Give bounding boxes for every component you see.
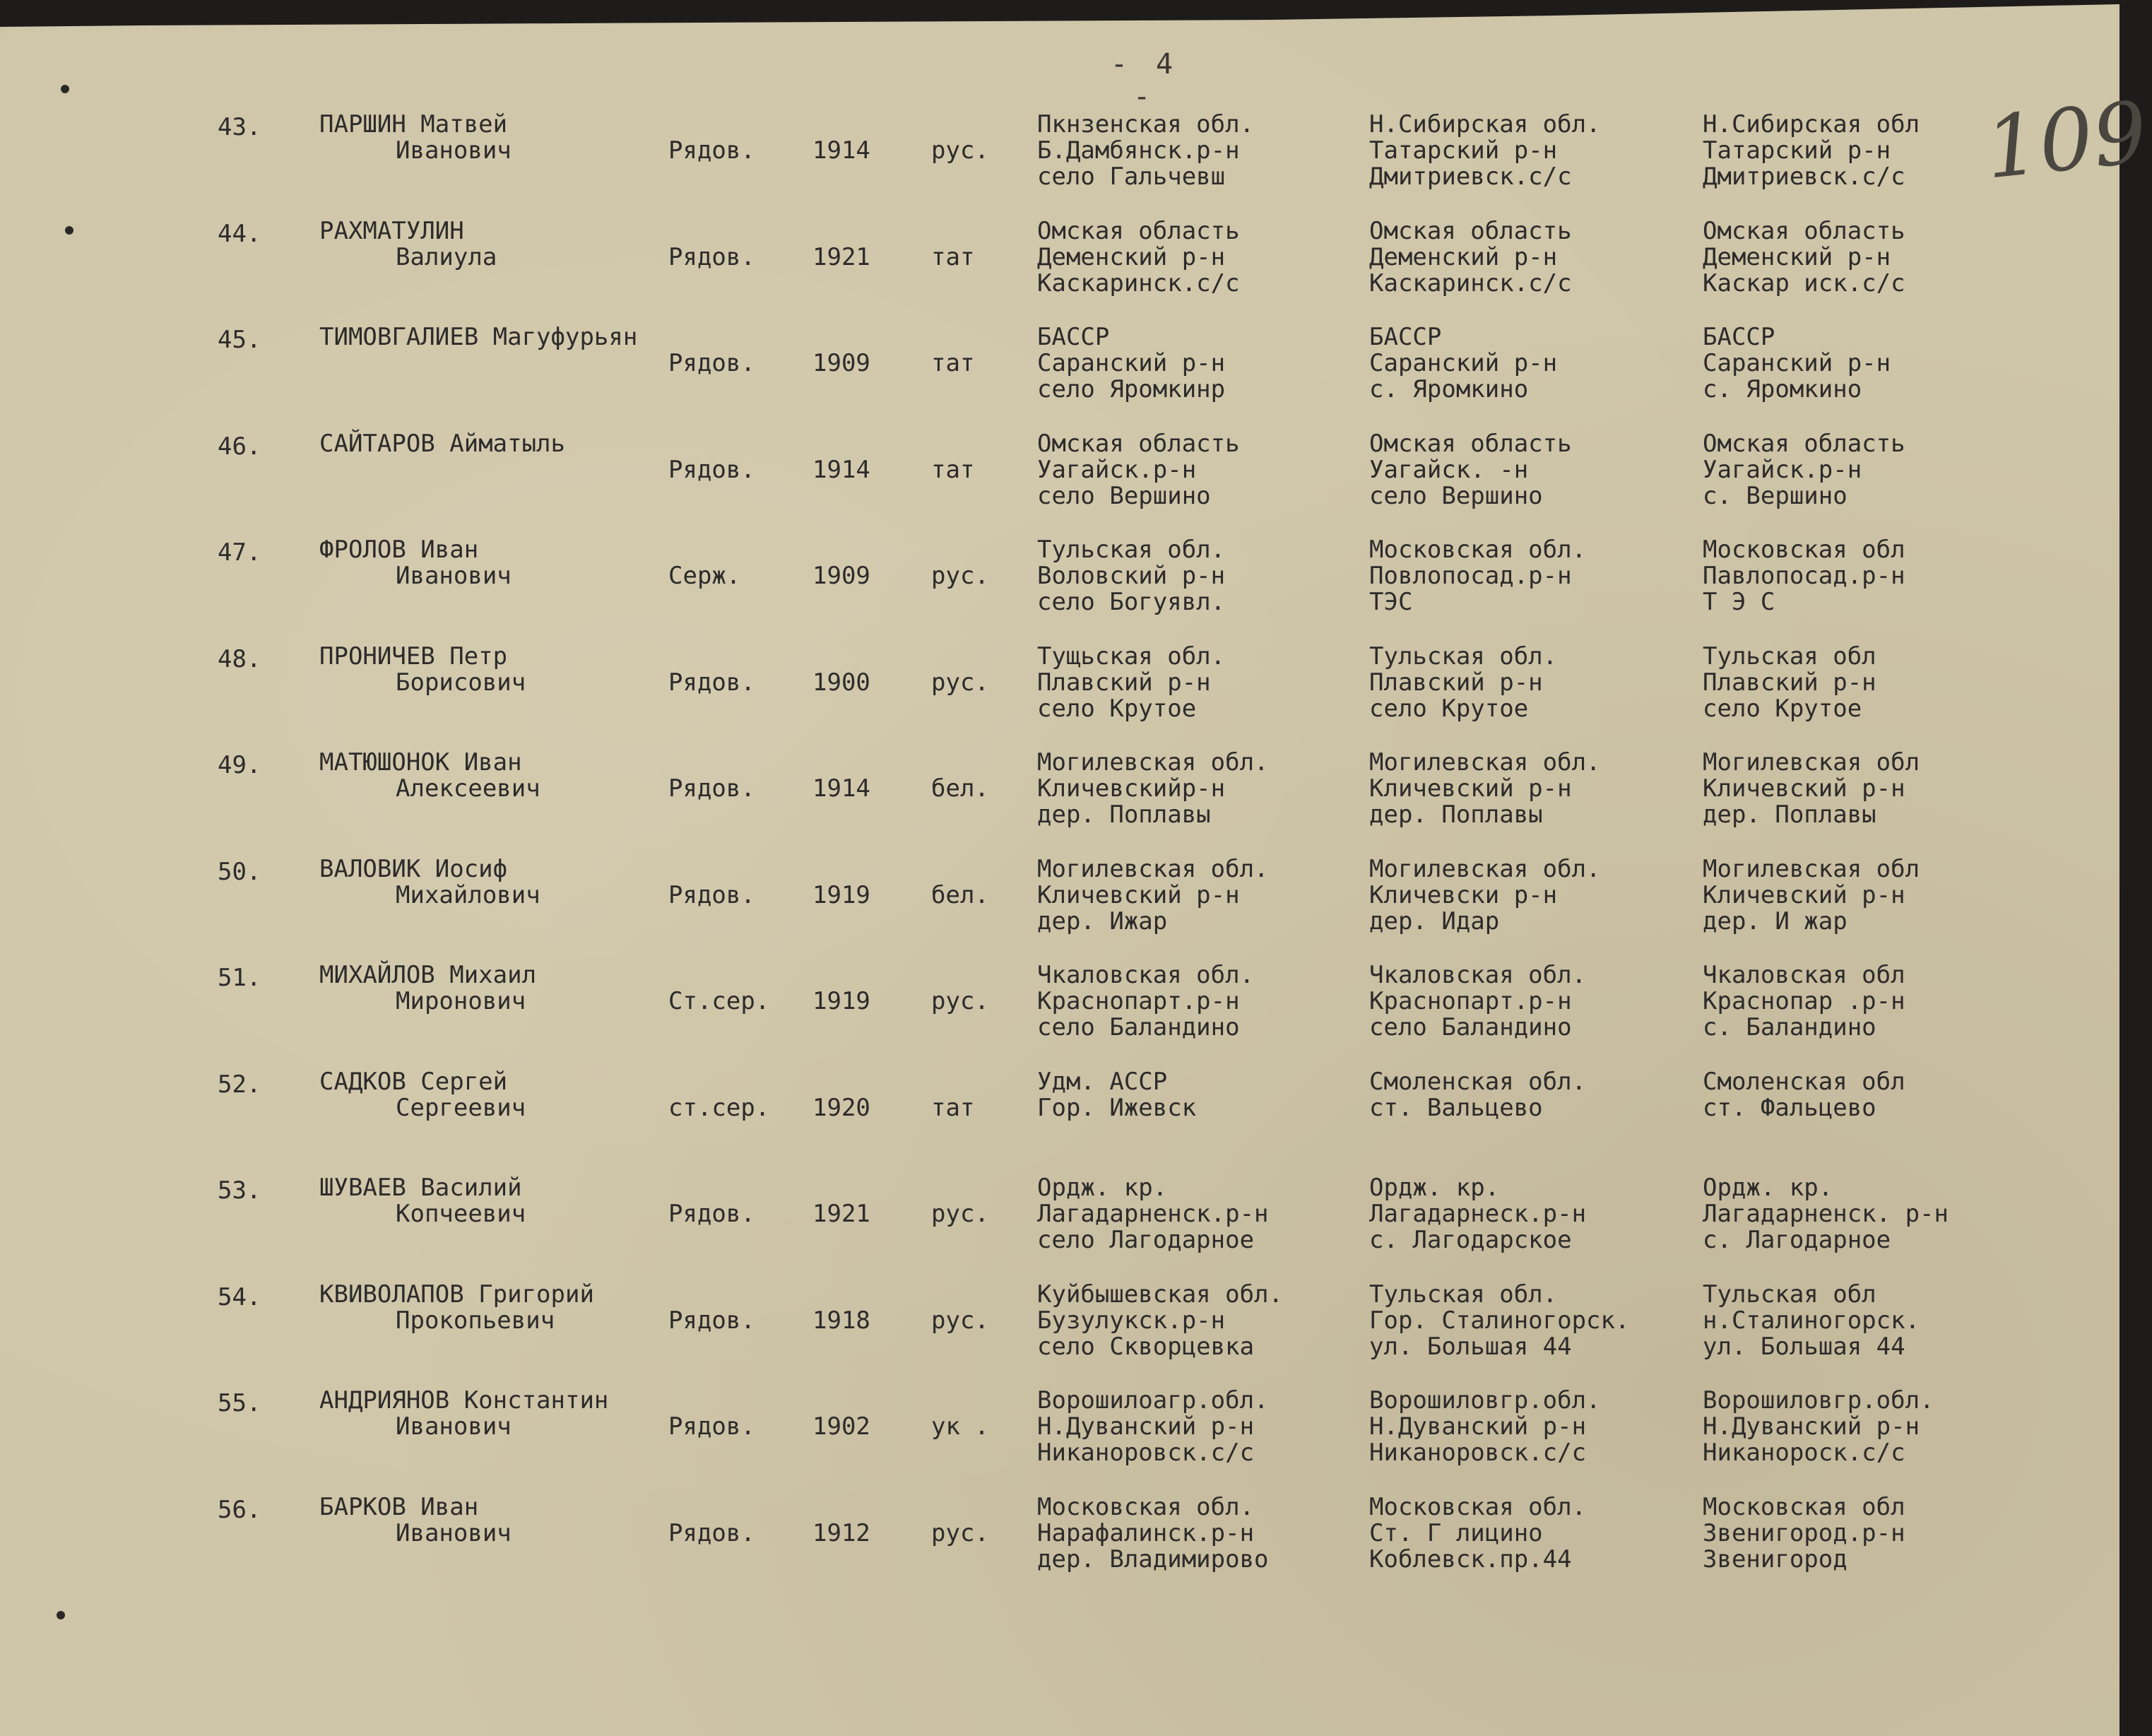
conscription-place	[1369, 1494, 1701, 1573]
address-line: Лагадарненск.р-н	[1037, 1200, 1269, 1228]
address-line: БАССР	[1703, 323, 1775, 351]
nationality: рус.	[931, 668, 989, 697]
address-line: Н.Дуванский р-н	[1369, 1412, 1587, 1441]
patronymic: Копчеевич	[396, 1200, 526, 1228]
address-line: село Лагодарное	[1037, 1226, 1255, 1254]
address-line: ст. Вальцево	[1369, 1093, 1543, 1122]
birth-year: 1914	[812, 455, 870, 484]
address-line: с. Вершино	[1703, 481, 1847, 510]
military-rank: Рядов.	[668, 774, 755, 803]
conscription-place	[1369, 1282, 1701, 1360]
birth-year: 1919	[812, 987, 870, 1015]
address-line: Тульская обл.	[1369, 642, 1558, 671]
address-line: село Крутое	[1703, 694, 1862, 723]
address-line: Н.Сибирская обл	[1703, 110, 1920, 138]
address-line: Ордж. кр.	[1703, 1174, 1833, 1202]
address-line: Чкаловская обл.	[1369, 961, 1587, 989]
patronymic: Сергеевич	[396, 1093, 526, 1122]
address-line: Краснопарт.р-н	[1037, 987, 1240, 1015]
address-line: Чкаловская обл.	[1037, 961, 1255, 989]
address-line: Б.Дамбянск.р-н	[1037, 136, 1240, 165]
address-line: Гор. Ижевск	[1037, 1093, 1197, 1122]
record-number: 51.	[218, 964, 261, 992]
relatives-address	[1703, 750, 2035, 828]
address-line: село Вершино	[1037, 481, 1211, 510]
surname-firstname: МАТЮШОНОК Иван	[319, 748, 522, 777]
address-line: с. Яромкино	[1369, 375, 1529, 403]
nationality: бел.	[931, 880, 989, 909]
conscription-place	[1369, 962, 1701, 1041]
patronymic: Иванович	[396, 136, 512, 165]
record-number: 52.	[218, 1070, 261, 1099]
nationality: тат	[931, 1093, 975, 1122]
relatives-address	[1703, 1175, 2035, 1253]
address-line: село Баландино	[1369, 1013, 1572, 1041]
address-line: село Вершино	[1369, 481, 1543, 510]
surname-firstname: ШУВАЕВ Василий	[319, 1174, 522, 1202]
table-row	[0, 962, 2120, 1068]
address-line: село Крутое	[1037, 694, 1197, 723]
address-line: Каскар иск.с/с	[1703, 268, 1905, 297]
address-line: Воловский р-н	[1037, 562, 1226, 590]
address-line: Чкаловская обл	[1703, 961, 1905, 989]
address-line: Куйбышевская обл.	[1037, 1280, 1283, 1309]
address-line: Краснопарт.р-н	[1369, 987, 1572, 1015]
nationality: рус.	[931, 136, 989, 165]
address-line: Н.Дуванский р-н	[1703, 1412, 1920, 1441]
address-line: Пкнзенская обл.	[1037, 110, 1255, 138]
birth-year: 1919	[812, 880, 870, 909]
address-line: Могилевская обл	[1703, 748, 1920, 777]
conscription-place	[1369, 431, 1701, 509]
table-row	[0, 1282, 2120, 1388]
address-line: Каскаринск.с/с	[1037, 268, 1240, 297]
table-row	[0, 537, 2120, 643]
patronymic: Иванович	[396, 1412, 512, 1441]
conscription-place	[1369, 537, 1701, 615]
address-line: Повлопосад.р-н	[1369, 562, 1572, 590]
surname-firstname: САЙТАРОВ Айматыль	[319, 429, 565, 458]
address-line: Плавский р-н	[1037, 668, 1211, 697]
table-row	[0, 644, 2120, 750]
birthplace	[1037, 1494, 1369, 1573]
birthplace	[1037, 324, 1369, 403]
table-row	[0, 750, 2120, 856]
relatives-address	[1703, 431, 2035, 509]
record-number: 46.	[218, 432, 261, 461]
binding-hole	[57, 1611, 65, 1619]
address-line: Омская область	[1369, 429, 1572, 458]
address-line: Саранский р-н	[1703, 349, 1891, 377]
military-rank: ст.сер.	[668, 1093, 770, 1122]
address-line: Кличевский р-н	[1703, 774, 1905, 803]
address-line: Московская обл.	[1369, 536, 1587, 564]
military-rank: Рядов.	[668, 1518, 755, 1547]
record-number: 49.	[218, 751, 261, 779]
address-line: Московская обл	[1703, 536, 1905, 564]
military-rank: Рядов.	[668, 880, 755, 909]
military-rank: Рядов.	[668, 242, 755, 271]
address-line: Тульская обл	[1703, 642, 1876, 671]
address-line: Ворошиловгр.обл.	[1703, 1386, 1934, 1415]
address-line: Тульская обл	[1703, 1280, 1876, 1309]
patronymic: Миронович	[396, 987, 526, 1015]
birth-year: 1900	[812, 668, 870, 697]
birthplace	[1037, 962, 1369, 1041]
nationality: ук .	[931, 1412, 989, 1441]
address-line: Нарафалинск.р-н	[1037, 1518, 1255, 1547]
military-rank: Рядов.	[668, 455, 755, 484]
address-line: ст. Фальцево	[1703, 1093, 1876, 1122]
address-line: село Баландино	[1037, 1013, 1240, 1041]
address-line: Удм. АССР	[1037, 1067, 1168, 1096]
conscription-place	[1369, 856, 1701, 935]
address-line: с. Яромкино	[1703, 375, 1862, 403]
address-line: дер. Идар	[1369, 907, 1500, 935]
address-line: Тущьская обл.	[1037, 642, 1226, 671]
nationality: бел.	[931, 774, 989, 803]
address-line: Никанороск.с/с	[1703, 1439, 1905, 1467]
conscription-place	[1369, 324, 1701, 403]
address-line: Звенигород.р-н	[1703, 1518, 1905, 1547]
patronymic: Прокопьевич	[396, 1306, 555, 1335]
address-line: Могилевская обл.	[1037, 748, 1269, 777]
conscription-place	[1369, 112, 1701, 190]
address-line: Смоленская обл.	[1369, 1067, 1587, 1096]
address-line: Кличевски р-н	[1369, 880, 1558, 909]
address-line: Никаноровск.с/с	[1037, 1439, 1255, 1467]
birth-year: 1912	[812, 1518, 870, 1547]
relatives-address	[1703, 856, 2035, 935]
address-line: Кличевский р-н	[1369, 774, 1572, 803]
surname-firstname: БАРКОВ Иван	[319, 1492, 479, 1521]
relatives-address	[1703, 218, 2035, 297]
conscription-place	[1369, 644, 1701, 722]
relatives-address	[1703, 1282, 2035, 1360]
address-line: Саранский р-н	[1037, 349, 1226, 377]
conscription-place	[1369, 1388, 1701, 1466]
military-rank: Ст.сер.	[668, 987, 770, 1015]
patronymic: Иванович	[396, 562, 512, 590]
birthplace	[1037, 431, 1369, 509]
address-line: Ордж. кр.	[1037, 1174, 1168, 1202]
address-line: дер. Ижар	[1037, 907, 1168, 935]
address-line: Татарский р-н	[1369, 136, 1558, 165]
birthplace	[1037, 1069, 1369, 1121]
address-line: Гор. Сталиногорск.	[1369, 1306, 1630, 1335]
military-rank: Серж.	[668, 562, 741, 590]
address-line: дер. Владимирово	[1037, 1545, 1269, 1573]
address-line: Омская область	[1703, 216, 1905, 245]
nationality: тат	[931, 455, 975, 484]
address-line: Звенигород	[1703, 1545, 1847, 1573]
address-line: Никаноровск.с/с	[1369, 1439, 1587, 1467]
nationality: тат	[931, 349, 975, 377]
address-line: Смоленская обл	[1703, 1067, 1905, 1096]
archive-number: 109	[1980, 83, 2152, 199]
address-line: ул. Большая 44	[1369, 1332, 1572, 1361]
birthplace	[1037, 1175, 1369, 1253]
birthplace	[1037, 218, 1369, 297]
address-line: Деменский р-н	[1703, 242, 1891, 271]
address-line: Могилевская обл	[1703, 854, 1920, 883]
address-line: Н.Дуванский р-н	[1037, 1412, 1255, 1441]
surname-firstname: РАХМАТУЛИН	[319, 216, 464, 245]
birth-year: 1914	[812, 136, 870, 165]
address-line: с. Баландино	[1703, 1013, 1876, 1041]
address-line: с. Лагодарное	[1703, 1226, 1891, 1254]
surname-firstname: МИХАЙЛОВ Михаил	[319, 961, 537, 989]
table-row	[0, 431, 2120, 537]
birth-year: 1920	[812, 1093, 870, 1122]
address-line: Каскаринск.с/с	[1369, 268, 1572, 297]
surname-firstname: ФРОЛОВ Иван	[319, 536, 479, 564]
address-line: Лагадарненск. р-н	[1703, 1200, 1949, 1228]
address-line: Ордж. кр.	[1369, 1174, 1500, 1202]
address-line: Ворошилоагр.обл.	[1037, 1386, 1269, 1415]
table-row	[0, 218, 2120, 324]
relatives-address	[1703, 537, 2035, 615]
address-line: Плавский р-н	[1703, 668, 1876, 697]
address-line: дер. Поплавы	[1037, 801, 1211, 829]
record-number: 47.	[218, 538, 261, 567]
birthplace	[1037, 750, 1369, 828]
address-line: Плавский р-н	[1369, 668, 1543, 697]
birth-year: 1902	[812, 1412, 870, 1441]
address-line: дер. И жар	[1703, 907, 1847, 935]
conscription-place	[1369, 1069, 1701, 1121]
record-number: 54.	[218, 1282, 261, 1311]
address-line: Татарский р-н	[1703, 136, 1891, 165]
table-row	[0, 112, 2120, 218]
birthplace	[1037, 112, 1369, 190]
birth-year: 1914	[812, 774, 870, 803]
table-row	[0, 1388, 2120, 1494]
address-line: Уагайск.р-н	[1703, 455, 1862, 484]
address-line: Саранский р-н	[1369, 349, 1558, 377]
birth-year: 1909	[812, 349, 870, 377]
military-rank: Рядов.	[668, 668, 755, 697]
record-number: 44.	[218, 219, 261, 248]
address-line: Тульская обл.	[1369, 1280, 1558, 1309]
address-line: с. Лагодарское	[1369, 1226, 1572, 1254]
address-line: Павлопосад.р-н	[1703, 562, 1905, 590]
patronymic: Иванович	[396, 1518, 512, 1547]
conscription-place	[1369, 1175, 1701, 1253]
birthplace	[1037, 856, 1369, 935]
relatives-address	[1703, 1388, 2035, 1466]
address-line: село Яромкинр	[1037, 375, 1226, 403]
table-row	[0, 856, 2120, 962]
surname-firstname: КВИВОЛАПОВ Григорий	[319, 1280, 594, 1309]
birthplace	[1037, 644, 1369, 722]
address-line: Ворошиловгр.обл.	[1369, 1386, 1601, 1415]
relatives-address	[1703, 112, 2035, 190]
relatives-address	[1703, 644, 2035, 722]
military-rank: Рядов.	[668, 1200, 755, 1228]
surname-firstname: ТИМОВГАЛИЕВ Магуфурьян	[319, 323, 638, 351]
birthplace	[1037, 1282, 1369, 1360]
table-row	[0, 1175, 2120, 1281]
military-rank: Рядов.	[668, 136, 755, 165]
address-line: Тульская обл.	[1037, 536, 1226, 564]
address-line: БАССР	[1369, 323, 1442, 351]
birth-year: 1921	[812, 1200, 870, 1228]
address-line: Московская обл	[1703, 1492, 1905, 1521]
address-line: Могилевская обл.	[1369, 854, 1601, 883]
military-rank: Рядов.	[668, 1306, 755, 1335]
nationality: рус.	[931, 1306, 989, 1335]
nationality: рус.	[931, 1200, 989, 1228]
address-line: Уагайск. -н	[1369, 455, 1529, 484]
address-line: Омская область	[1037, 429, 1240, 458]
patronymic: Валиула	[396, 242, 497, 271]
military-rank: Рядов.	[668, 1412, 755, 1441]
relatives-address	[1703, 324, 2035, 403]
address-line: БАССР	[1037, 323, 1110, 351]
address-line: Деменский р-н	[1369, 242, 1558, 271]
record-number: 43.	[218, 113, 261, 141]
address-line: Деменский р-н	[1037, 242, 1226, 271]
table-row	[0, 1069, 2120, 1175]
address-line: село Богуявл.	[1037, 588, 1226, 616]
address-line: ул. Большая 44	[1703, 1332, 1905, 1361]
nationality: рус.	[931, 987, 989, 1015]
address-line: н.Сталиногорск.	[1703, 1306, 1920, 1335]
birth-year: 1909	[812, 562, 870, 590]
address-line: Могилевская обл.	[1369, 748, 1601, 777]
record-number: 48.	[218, 644, 261, 673]
nationality: тат	[931, 242, 975, 271]
patronymic: Михайлович	[396, 880, 540, 909]
address-line: Кличевский р-н	[1703, 880, 1905, 909]
patronymic: Борисович	[396, 668, 526, 697]
address-line: Н.Сибирская обл.	[1369, 110, 1601, 138]
record-number: 56.	[218, 1495, 261, 1524]
conscription-place	[1369, 750, 1701, 828]
surname-firstname: САДКОВ Сергей	[319, 1067, 508, 1096]
relatives-address	[1703, 962, 2035, 1041]
address-line: Краснопар .р-н	[1703, 987, 1905, 1015]
address-line: Дмитриевск.с/с	[1369, 163, 1572, 191]
birth-year: 1918	[812, 1306, 870, 1335]
record-number: 53.	[218, 1176, 261, 1205]
patronymic: Алексеевич	[396, 774, 540, 803]
address-line: Бузулукск.р-н	[1037, 1306, 1226, 1335]
address-line: Ст. Г лицино	[1369, 1518, 1543, 1547]
record-number: 55.	[218, 1389, 261, 1417]
address-line: село Гальчевш	[1037, 163, 1226, 191]
record-number: 45.	[218, 326, 261, 354]
address-line: Омская область	[1703, 429, 1905, 458]
conscription-place	[1369, 218, 1701, 297]
surname-firstname: ПАРШИН Матвей	[319, 110, 508, 138]
address-line: Дмитриевск.с/с	[1703, 163, 1905, 191]
page-number: - 4 -	[1110, 48, 1179, 113]
address-line: Могилевская обл.	[1037, 854, 1269, 883]
address-line: село Скворцевка	[1037, 1332, 1255, 1361]
address-line: ТЭС	[1369, 588, 1413, 616]
table-row	[0, 1494, 2120, 1600]
address-line: дер. Поплавы	[1369, 801, 1543, 829]
address-line: Омская область	[1037, 216, 1240, 245]
birth-year: 1921	[812, 242, 870, 271]
torn-edge	[0, 0, 2120, 28]
binding-hole	[61, 85, 69, 93]
address-line: Лагадарнеск.р-н	[1369, 1200, 1587, 1228]
address-line: Кличевский р-н	[1037, 880, 1240, 909]
nationality: рус.	[931, 1518, 989, 1547]
table-row	[0, 324, 2120, 430]
address-line: Московская обл.	[1369, 1492, 1587, 1521]
relatives-address	[1703, 1069, 2035, 1121]
military-rank: Рядов.	[668, 349, 755, 377]
address-line: Уагайск.р-н	[1037, 455, 1197, 484]
address-line: Т Э С	[1703, 588, 1775, 616]
address-line: Кличевскийр-н	[1037, 774, 1226, 803]
address-line: село Крутое	[1369, 694, 1529, 723]
address-line: Омская область	[1369, 216, 1572, 245]
address-line: дер. Поплавы	[1703, 801, 1876, 829]
birthplace	[1037, 1388, 1369, 1466]
record-number: 50.	[218, 857, 261, 886]
surname-firstname: ПРОНИЧЕВ Петр	[319, 642, 508, 671]
relatives-address	[1703, 1494, 2035, 1573]
address-line: Московская обл.	[1037, 1492, 1255, 1521]
birthplace	[1037, 537, 1369, 615]
nationality: рус.	[931, 562, 989, 590]
surname-firstname: АНДРИЯНОВ Константин	[319, 1386, 609, 1415]
address-line: Коблевск.пр.44	[1369, 1545, 1572, 1573]
surname-firstname: ВАЛОВИК Иосиф	[319, 854, 508, 883]
